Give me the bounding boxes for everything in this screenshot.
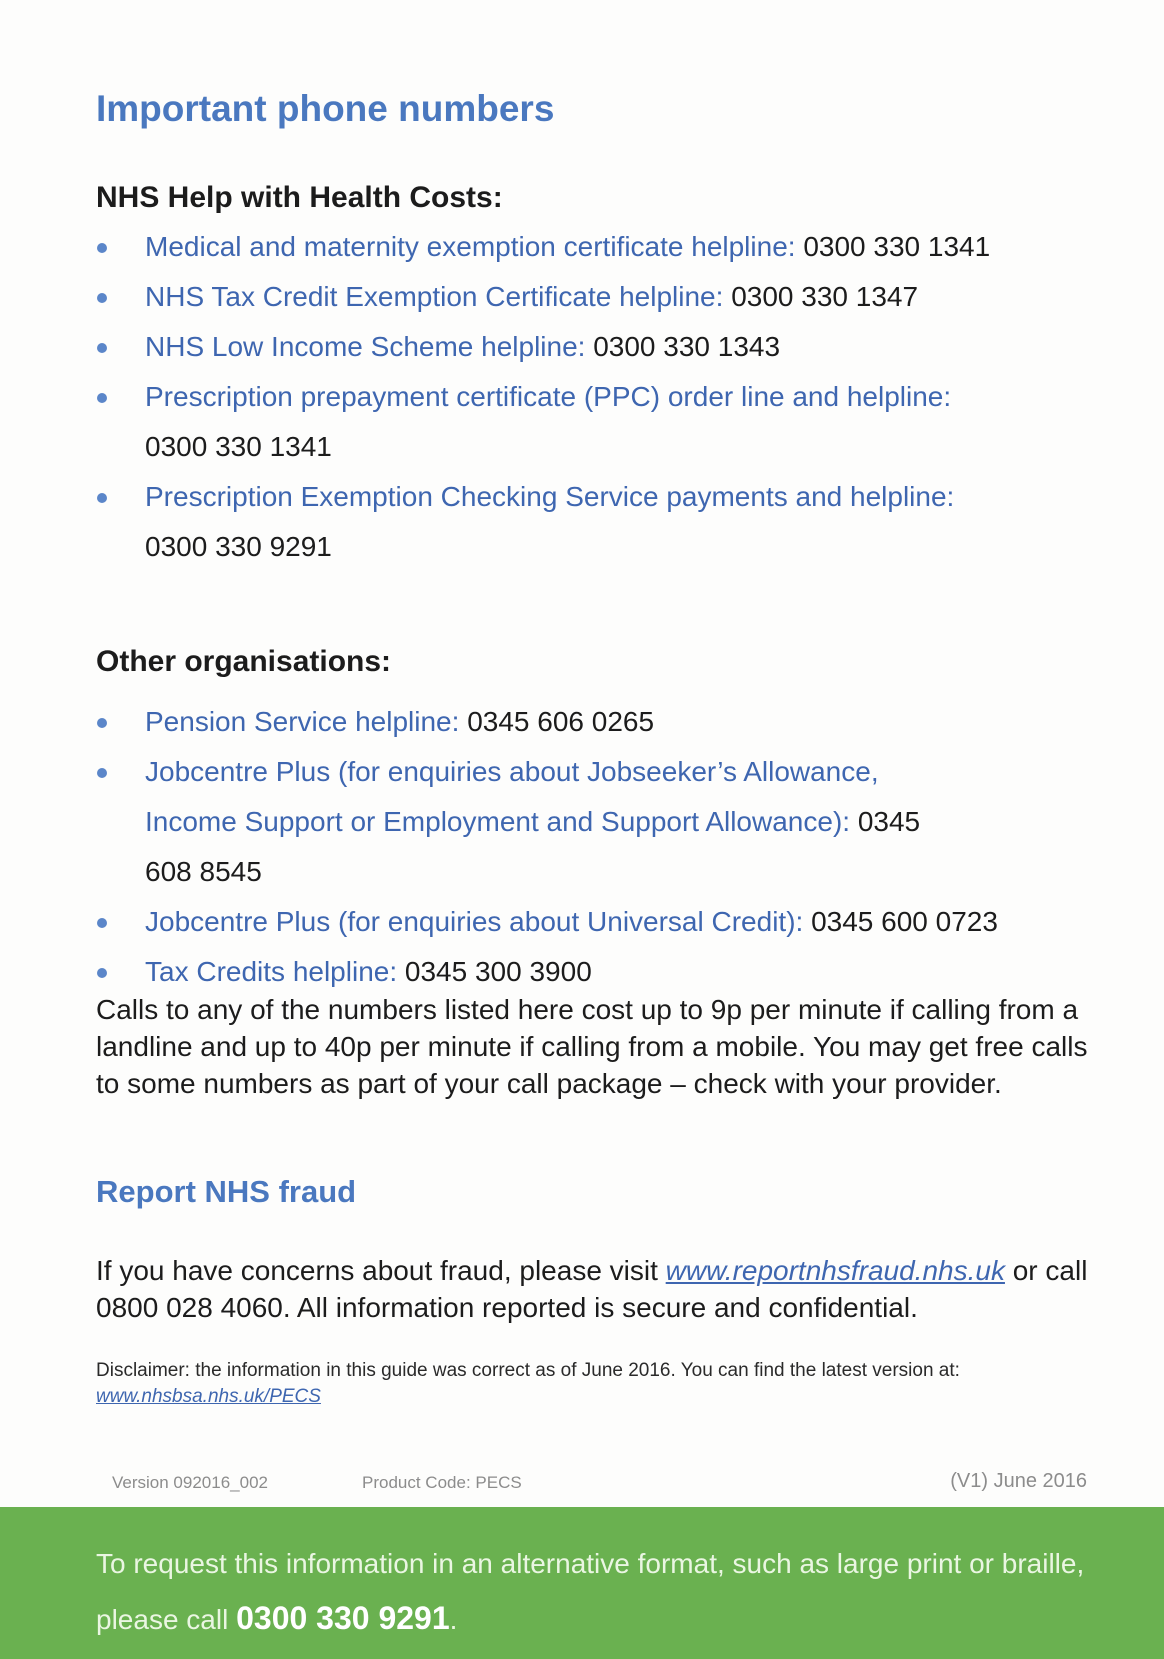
disclaimer-text: Disclaimer: the information in this guide was correct as of June 2016. You can find the latest version at: xyxy=(96,1360,960,1381)
item-label: Pension Service helpline: xyxy=(145,706,468,737)
disclaimer xyxy=(96,1358,1116,1410)
item-label: Jobcentre Plus (for enquiries about Jobseeker’s Allowance, Income Support or Employment and Support Allowance): xyxy=(145,756,879,837)
calls-cost-note: Calls to any of the numbers listed here cost up to 9p per minute if calling from a landline and up to 40p per minute if calling from a mobile. You may get free calls to some numbers as part of your call package – check with your provider. xyxy=(96,994,1088,1099)
item-label: Prescription Exemption Checking Service payments and helpline: xyxy=(145,481,955,512)
page-title: Important phone numbers xyxy=(96,88,555,129)
bullet-icon xyxy=(97,343,107,353)
fraud-paragraph xyxy=(96,1252,1116,1326)
bullet-icon xyxy=(97,393,107,403)
phone-number: 0300 330 1343 xyxy=(593,331,781,362)
phone-number: 0345 300 3900 xyxy=(404,956,592,987)
item-label: Jobcentre Plus (for enquiries about Universal Credit): xyxy=(145,906,812,937)
nhs-phone-list xyxy=(96,222,1096,572)
fraud-heading: Report NHS fraud xyxy=(96,1174,357,1209)
phone-number: 0345 608 8545 xyxy=(145,806,921,887)
product-code: Product Code: PECS xyxy=(362,1473,522,1492)
fraud-text-after: or call 0800 028 4060. All information reported is secure and confidential. xyxy=(96,1255,1088,1323)
list-item xyxy=(96,322,1096,372)
bullet-icon xyxy=(97,293,107,303)
list-item xyxy=(96,472,1096,572)
list-item xyxy=(96,222,1096,272)
item-label: Prescription prepayment certificate (PPC) order line and helpline: xyxy=(145,381,952,412)
fraud-text-before: If you have concerns about fraud, please visit xyxy=(96,1255,666,1286)
footer-banner xyxy=(0,1507,1164,1659)
bullet-icon xyxy=(97,768,107,778)
list-item xyxy=(96,372,1096,472)
fraud-report-link[interactable]: www.reportnhsfraud.nhs.uk xyxy=(665,1255,1005,1286)
phone-number: 0345 606 0265 xyxy=(467,706,655,737)
bullet-icon xyxy=(97,493,107,503)
nhs-section-heading: NHS Help with Health Costs: xyxy=(96,181,503,214)
list-item xyxy=(96,947,1096,997)
item-label: NHS Tax Credit Exemption Certificate helpline: xyxy=(145,281,732,312)
bullet-icon xyxy=(97,243,107,253)
footer-request-text: To request this information in an alternative format, such as large print or braille, please call xyxy=(96,1548,1085,1635)
footer-text xyxy=(96,1537,1136,1647)
item-label: NHS Low Income Scheme helpline: xyxy=(145,331,594,362)
bullet-icon xyxy=(97,918,107,928)
bullet-icon xyxy=(97,968,107,978)
other-section-heading: Other organisations: xyxy=(96,645,392,678)
bullet-icon xyxy=(97,718,107,728)
pecs-link[interactable]: www.nhsbsa.nhs.uk/PECS xyxy=(96,1386,321,1407)
list-item xyxy=(96,272,1096,322)
list-item xyxy=(96,697,1096,747)
item-label: Tax Credits helpline: xyxy=(145,956,405,987)
list-item xyxy=(96,747,1096,897)
footer-period: . xyxy=(449,1604,458,1635)
version-code: Version 092016_002 xyxy=(112,1473,268,1492)
phone-number: 0300 330 1341 xyxy=(803,231,991,262)
list-item xyxy=(96,897,1096,947)
other-phone-list xyxy=(96,697,1096,997)
footer-phone-number: 0300 330 9291 xyxy=(236,1600,450,1636)
phone-number: 0300 330 9291 xyxy=(145,531,332,562)
phone-number: 0300 330 1347 xyxy=(731,281,919,312)
phone-number: 0300 330 1341 xyxy=(145,431,332,462)
item-label: Medical and maternity exemption certificate helpline: xyxy=(145,231,804,262)
phone-number: 0345 600 0723 xyxy=(811,906,998,937)
publication-date: (V1) June 2016 xyxy=(950,1470,1087,1492)
